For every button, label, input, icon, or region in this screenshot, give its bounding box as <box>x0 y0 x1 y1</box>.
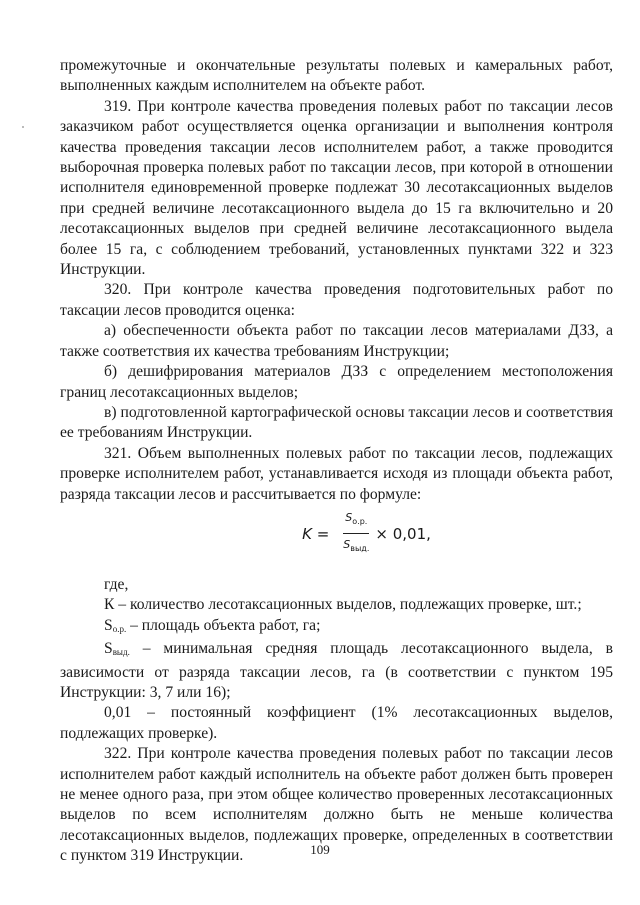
paragraph-320-a: а) обеспеченности объекта работ по таксации лесов материалами ДЗЗ, а также соответствия их качества требованиям Инструкции; <box>60 322 613 360</box>
definition-coefficient: 0,01 – постоянный коэффициент (1% лесотаксационных выделов, подлежащих проверке). <box>60 704 613 742</box>
formula-rhs: × 0,01, <box>375 524 431 543</box>
definition-s-op: $S_{о.р.}$ – площадь объекта работ, га; <box>104 616 321 634</box>
scan-mark <box>22 126 24 128</box>
page-number: 109 <box>310 842 330 857</box>
paragraph-321: 321. Объем выполненных полевых работ по таксации лесов, подлежащих проверке исполнителем работ, устанавливается исходя из площади объекта работ, разряда таксации лесов и рассчитывается по формуле: <box>60 444 613 503</box>
paragraph-319: 319. При контроле качества проведения полевых работ по таксации лесов заказчиком работ осуществляется оценка организации и выполнения контроля качества проведения таксации лесов исполнителем работ, а также проводится выборочная проверка полевых работ по таксации лесов, при которой в отношении исполнителя единовременной проверке подлежат 30 лесотаксационных выделов при средней величине лесотаксационного выдела до 15 га включительно и 20 лесотаксационных выделов при средней величине лесотаксационного выдела более 15 га, с соблюдением требований, установленных пунктами 322 и 323 Инструкции. <box>60 97 613 279</box>
formula-numerator: $S_{о.р.}$ <box>343 508 369 535</box>
definition-k: К – количество лесотаксационных выделов, подлежащих проверке, шт.; <box>104 596 582 614</box>
formula-denominator: $S_{выд.}$ <box>343 538 370 554</box>
formula-lhs: K = <box>302 524 330 543</box>
paragraph-320: 320. При контроле качества проведения подготовительных работ по таксации лесов проводится оценка: <box>60 281 613 319</box>
definition-s-vyd: $S_{выд.}$ – минимальная средняя площадь лесотаксационного выдела, в зависимости от разряда таксации лесов, га (в соответствии с пунктом 195 Инструкции: 3, 7 или 16); <box>60 640 613 701</box>
formula-fraction <box>343 508 369 560</box>
paragraph-322: 322. При контроле качества проведения полевых работ по таксации лесов исполнителем работ каждый исполнитель на объекте работ должен быть проверен не менее одного раза, при этом общее количество проверенных лесотаксационных выделов по всем исполнителям должно быть не меньше количества лесотаксационных выделов, подлежащих проверке, определенных в соответствии с пунктом 319 Инструкции. <box>60 745 613 865</box>
where-label: где, <box>104 575 129 593</box>
formula <box>120 505 613 563</box>
document-page <box>60 56 613 867</box>
paragraph-continuation: промежуточные и окончательные результаты полевых и камеральных работ, выполненных каждым исполнителем на объекте работ. <box>60 57 613 95</box>
paragraph-320-b: б) дешифрирования материалов ДЗЗ с определением местоположения границ лесотаксационных выделов; <box>60 363 613 401</box>
paragraph-320-c: в) подготовленной картографической основы таксации лесов и соответствия ее требованиям Инструкции. <box>60 403 613 442</box>
